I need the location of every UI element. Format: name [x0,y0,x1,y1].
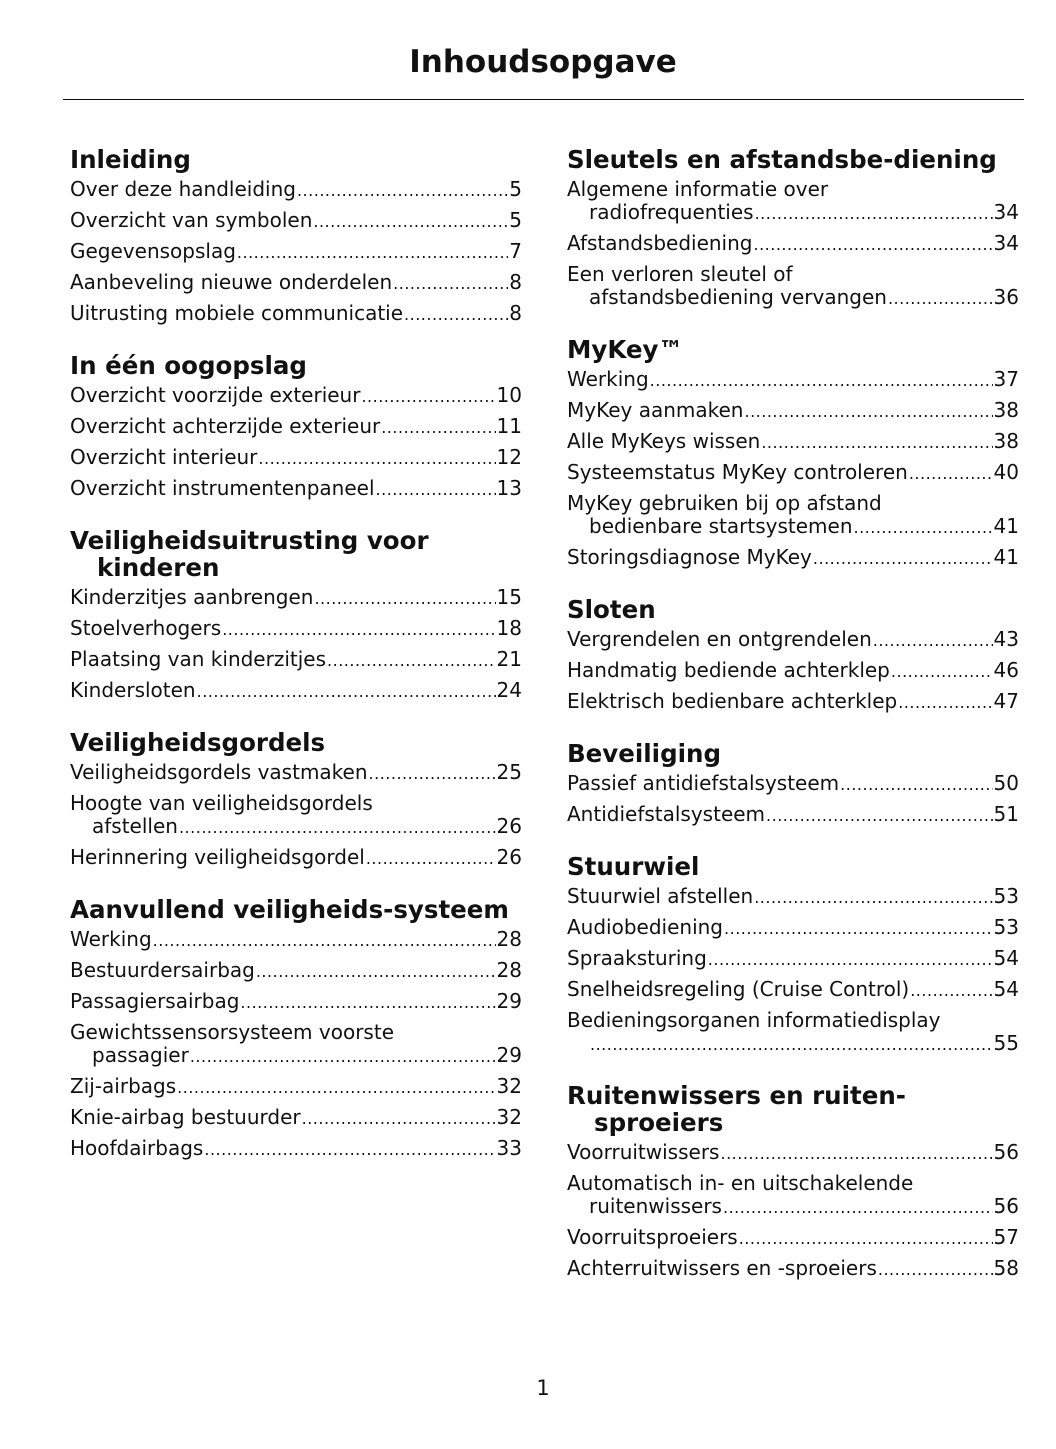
toc-section [567,596,1019,714]
toc-section [70,352,522,501]
toc-entry[interactable] [567,1257,1019,1281]
entry-title: Overzicht van symbolen [70,208,313,232]
toc-entry[interactable] [70,302,522,326]
entry-page-number: 7 [509,239,522,263]
dot-leader [720,1141,992,1165]
dot-leader [910,978,992,1002]
entry-page-number: 28 [496,958,522,982]
toc-entry[interactable] [70,761,522,785]
entry-title: Antidiefstalsysteem [567,802,766,826]
toc-entry[interactable] [567,1172,1019,1219]
title-divider [63,99,1024,100]
entry-title: Voorruitwissers [567,1140,720,1164]
toc-entry[interactable] [567,690,1019,714]
entry-page-number: 5 [509,208,522,232]
section-heading: Sleutels en afstandsbe-diening [567,145,997,174]
entry-continuation [92,815,522,839]
toc-section [567,146,1019,310]
section-heading: Sloten [567,595,656,624]
toc-entry[interactable] [70,586,522,610]
dot-leader [840,772,992,796]
toc-entry[interactable] [567,263,1019,310]
dot-leader [754,885,992,909]
entry-page-number: 41 [993,545,1019,569]
entry-title: Kinderzitjes aanbrengen [70,585,314,609]
entry-page-number: 50 [993,771,1019,795]
toc-entry[interactable] [567,1009,1019,1056]
entry-page-number: 57 [993,1225,1019,1249]
toc-entry[interactable] [567,978,1019,1002]
dot-leader [854,515,993,539]
entry-title: Stoelverhogers [70,616,222,640]
dot-leader [190,1044,496,1068]
entry-page-number: 18 [496,616,522,640]
entry-page-number: 46 [993,658,1019,682]
toc-entry[interactable] [567,492,1019,539]
entry-title: Gegevensopslag [70,239,236,263]
dot-leader [739,1226,993,1250]
entry-page-number: 24 [496,678,522,702]
entry-page-number: 32 [496,1074,522,1098]
dot-leader [724,916,993,940]
dot-leader [888,286,993,310]
dot-leader [366,846,496,870]
toc-entry[interactable] [567,368,1019,392]
toc-entry[interactable] [70,648,522,672]
entry-continuation [589,1032,1019,1056]
dot-leader [153,928,496,952]
entry-page-number: 26 [496,814,522,838]
dot-leader [258,446,495,470]
dot-leader [177,1075,495,1099]
section-heading: Veiligheidsuitrusting voor kinderen [70,526,429,582]
toc-left-column [70,146,522,1187]
toc-entry[interactable] [567,232,1019,256]
dot-leader [197,679,496,703]
entry-page-number: 34 [993,231,1019,255]
dot-leader [204,1137,495,1161]
entry-title: Overzicht achterzijde exterieur [70,414,381,438]
toc-section [567,1082,1019,1281]
entry-page-number: 8 [509,301,522,325]
toc-section [567,740,1019,827]
dot-leader [222,617,495,641]
entry-page-number: 40 [993,460,1019,484]
toc-entry[interactable] [70,679,522,703]
dot-leader [708,947,993,971]
entry-continuation [589,515,1019,539]
section-heading: Aanvullend veiligheids-systeem [70,895,509,924]
dot-leader [744,399,992,423]
toc-entry[interactable] [567,461,1019,485]
toc-entry[interactable] [70,1021,522,1068]
toc-section [70,527,522,703]
entry-page-number: 12 [496,445,522,469]
toc-entry[interactable] [70,959,522,983]
toc-entry[interactable] [70,1106,522,1130]
entry-continuation [92,1044,522,1068]
entry-page-number: 29 [496,1043,522,1067]
dot-leader [237,240,508,264]
entry-title: Snelheidsregeling (Cruise Control) [567,977,910,1001]
entry-title: Voorruitsproeiers [567,1225,738,1249]
entry-title: Handmatig bediende achterklep [567,658,890,682]
entry-page-number: 47 [993,689,1019,713]
dot-leader [314,586,495,610]
entry-page-number: 43 [993,627,1019,651]
dot-leader [891,659,993,683]
entry-page-number: 29 [496,989,522,1013]
entry-title-continued: radiofrequenties [589,200,754,224]
entry-page-number: 25 [496,760,522,784]
toc-entry[interactable] [70,928,522,952]
entry-title: Plaatsing van kinderzitjes [70,647,327,671]
toc-right-column [567,146,1019,1307]
entry-title: Bedieningsorganen informatiedisplay [567,1008,941,1032]
toc-section [567,853,1019,1056]
entry-title: Gewichtssensorsysteem voorste [70,1020,394,1044]
dot-leader [327,648,496,672]
entry-title: Automatisch in- en uitschakelende [567,1171,914,1195]
entry-page-number: 5 [509,177,522,201]
entry-page-number: 21 [496,647,522,671]
toc-entry[interactable] [70,1075,522,1099]
entry-page-number: 56 [993,1194,1019,1218]
entry-page-number: 11 [496,414,522,438]
toc-entry[interactable] [567,885,1019,909]
dot-leader [909,461,993,485]
toc-entry[interactable] [567,803,1019,827]
entry-title: Knie-airbag bestuurder [70,1105,301,1129]
section-heading: In één oogopslag [70,351,307,380]
dot-leader [761,430,992,454]
entry-page-number: 36 [993,285,1019,309]
entry-title: Afstandsbediening [567,231,753,255]
entry-continuation [589,1195,1019,1219]
entry-page-number: 55 [993,1031,1019,1055]
entry-title: Elektrisch bedienbare achterklep [567,689,898,713]
entry-title: Overzicht interieur [70,445,258,469]
dot-leader [813,546,993,570]
entry-title: Herinnering veiligheidsgordel [70,845,365,869]
entry-title: Achterruitwissers en -sproeiers [567,1256,877,1280]
entry-page-number: 53 [993,884,1019,908]
dot-leader [361,384,495,408]
toc-entry[interactable] [70,990,522,1014]
entry-page-number: 58 [993,1256,1019,1280]
dot-leader [650,368,993,392]
dot-leader [723,1195,993,1219]
toc-entry[interactable] [70,240,522,264]
toc-entry[interactable] [70,446,522,470]
dot-leader [404,302,508,326]
page-title: Inhoudsopgave [409,44,677,80]
entry-title: Werking [567,367,649,391]
entry-page-number: 53 [993,915,1019,939]
toc-entry[interactable] [70,617,522,641]
toc-entry[interactable] [567,1226,1019,1250]
dot-leader [381,415,495,439]
entry-title: Vergrendelen en ontgrendelen [567,627,872,651]
toc-entry[interactable] [70,1137,522,1161]
dot-leader [878,1257,993,1281]
entry-page-number: 10 [496,383,522,407]
section-heading: Stuurwiel [567,852,700,881]
entry-title: Passief antidiefstalsysteem [567,771,840,795]
entry-title: Passagiersairbag [70,989,240,1013]
section-heading: Inleiding [70,145,191,174]
toc-entry[interactable] [567,546,1019,570]
toc-section [70,896,522,1161]
dot-leader [873,628,993,652]
entry-title: Over deze handleiding [70,177,296,201]
entry-title: Veiligheidsgordels vastmaken [70,760,368,784]
entry-page-number: 41 [993,514,1019,538]
entry-title: Bestuurdersairbag [70,958,255,982]
toc-entry[interactable] [567,947,1019,971]
entry-title: Alle MyKeys wissen [567,429,761,453]
dot-leader [240,990,495,1014]
entry-title: Overzicht instrumentenpaneel [70,476,375,500]
toc-section [567,336,1019,570]
toc-entry[interactable] [567,772,1019,796]
entry-title: Stuurwiel afstellen [567,884,754,908]
entry-page-number: 54 [993,977,1019,1001]
entry-title: Uitrusting mobiele communicatie [70,301,404,325]
dot-leader [313,209,508,233]
section-heading: MyKey™ [567,335,683,364]
entry-page-number: 51 [993,802,1019,826]
entry-page-number: 15 [496,585,522,609]
toc-entry[interactable] [567,178,1019,225]
entry-page-number: 54 [993,946,1019,970]
entry-continuation [589,286,1019,310]
dot-leader [753,232,992,256]
toc-entry[interactable] [567,916,1019,940]
toc-entry[interactable] [70,384,522,408]
toc-entry[interactable] [567,659,1019,683]
toc-entry[interactable] [70,178,522,202]
entry-page-number: 13 [496,476,522,500]
entry-title: Hoogte van veiligheidsgordels [70,791,373,815]
section-heading: Veiligheidsgordels [70,728,326,757]
entry-title: Aanbeveling nieuwe onderdelen [70,270,393,294]
entry-title: Kindersloten [70,678,196,702]
toc-entry[interactable] [70,792,522,839]
dot-leader [755,201,993,225]
toc-section [70,729,522,870]
entry-page-number: 28 [496,927,522,951]
entry-page-number: 37 [993,367,1019,391]
toc-entry[interactable] [567,1141,1019,1165]
dot-leader [179,815,496,839]
dot-leader [256,959,496,983]
entry-title: Zij-airbags [70,1074,177,1098]
toc-entry[interactable] [70,846,522,870]
entry-page-number: 38 [993,429,1019,453]
entry-page-number: 38 [993,398,1019,422]
entry-page-number: 56 [993,1140,1019,1164]
entry-title-continued: ruitenwissers [589,1194,722,1218]
dot-leader [898,690,992,714]
entry-page-number: 34 [993,200,1019,224]
dot-leader [302,1106,496,1130]
entry-title: Audiobediening [567,915,724,939]
dot-leader [369,761,496,785]
entry-page-number: 32 [496,1105,522,1129]
entry-title: MyKey gebruiken bij op afstand [567,491,882,515]
entry-title: Overzicht voorzijde exterieur [70,383,361,407]
entry-title-continued: afstandsbediening vervangen [589,285,887,309]
entry-title: Hoofdairbags [70,1136,204,1160]
section-heading: Beveiliging [567,739,721,768]
dot-leader [590,1032,993,1056]
entry-title: Een verloren sleutel of [567,262,793,286]
toc-entry[interactable] [70,209,522,233]
toc-section [70,146,522,326]
entry-continuation [589,201,1019,225]
entry-title: Algemene informatie over [567,177,829,201]
entry-title: Spraaksturing [567,946,707,970]
dot-leader [297,178,508,202]
entry-title: Werking [70,927,152,951]
toc-entry[interactable] [70,477,522,501]
toc-entry[interactable] [567,430,1019,454]
dot-leader [766,803,993,827]
toc-entry[interactable] [70,271,522,295]
entry-title-continued: afstellen [92,814,178,838]
entry-title-continued: bedienbare startsystemen [589,514,853,538]
toc-entry[interactable] [70,415,522,439]
section-heading: Ruitenwissers en ruiten-sproeiers [567,1081,906,1137]
entry-title: Storingsdiagnose MyKey [567,545,812,569]
toc-entry[interactable] [567,399,1019,423]
entry-page-number: 26 [496,845,522,869]
page-number: 1 [536,1376,550,1400]
dot-leader [393,271,508,295]
entry-page-number: 8 [509,270,522,294]
entry-title: Systeemstatus MyKey controleren [567,460,908,484]
entry-title: MyKey aanmaken [567,398,744,422]
toc-entry[interactable] [567,628,1019,652]
dot-leader [376,477,496,501]
entry-page-number: 33 [496,1136,522,1160]
entry-title-continued: passagier [92,1043,189,1067]
